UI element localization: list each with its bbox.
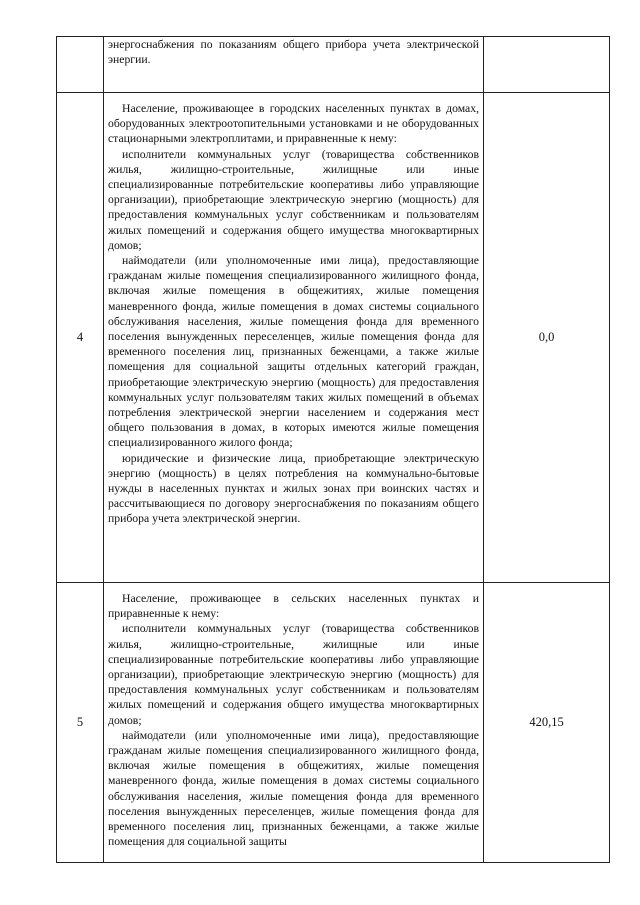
consumer-group-description <box>104 583 484 863</box>
row-number: 5 <box>57 583 104 863</box>
tariff-value <box>484 37 610 93</box>
paragraph: исполнители коммунальных услуг (товарищества собственников жилья, жилищно-строительные, жилищные или иные специализированные потребительские кооперативы либо управляющие организации), приобретающие электрическую энергию (мощность) для предоставления коммунальных услуг собственникам и пользователям жилых помещений и содержания общего имущества многоквартирных домов; <box>108 147 479 252</box>
consumer-group-description <box>104 37 484 93</box>
tariff-value: 0,0 <box>484 93 610 583</box>
row-number: 4 <box>57 93 104 583</box>
table-row <box>57 37 610 93</box>
consumer-group-description <box>104 93 484 583</box>
row-number <box>57 37 104 93</box>
paragraph: юридические и физические лица, приобретающие электрическую энергию (мощность) в целях потребления на коммунально-бытовые нужды в населенных пунктах и жилых зонах при воинских частях и рассчитывающиеся по договору энергоснабжения по показаниям общего прибора учета электрической энергии. <box>108 451 479 526</box>
paragraph: исполнители коммунальных услуг (товарищества собственников жилья, жилищно-строительные, жилищные или иные специализированные потребительские кооперативы либо управляющие организации), приобретающие электрическую энергию (мощность) для предоставления коммунальных услуг собственникам и пользователям жилых помещений и содержания общего имущества многоквартирных домов; <box>108 622 479 727</box>
tariff-value: 420,15 <box>484 583 610 863</box>
tariff-table <box>56 36 610 863</box>
paragraph: Население, проживающее в сельских населенных пунктах и приравненные к нему: <box>108 592 479 621</box>
table-row <box>57 583 610 863</box>
table-row <box>57 93 610 583</box>
paragraph: наймодатели (или уполномоченные ими лица), предоставляющие гражданам жилые помещения специализированного жилищного фонда, включая жилые помещения в общежитиях, жилые помещения маневренного фонда, жилые помещения в домах системы социального обслуживания населения, жилые помещения фонда для временного поселения вынужденных переселенцев, жилые помещения фонда для временного поселения лиц, признанных беженцами, а также жилые помещения для социальной защиты отдельных категорий граждан, приобретающие электрическую энергию (мощность) для предоставления коммунальных услуг пользователям таких жилых помещений в объемах потребления электрической энергии населением и содержания мест общего пользования в домах, в которых имеются жилые помещения специализированного жилого фонда; <box>108 254 479 450</box>
paragraph: Население, проживающее в городских населенных пунктах в домах, оборудованных электроотопительными установками и не оборудованных стационарными электроплитами, и приравненные к нему: <box>108 102 479 146</box>
paragraph: наймодатели (или уполномоченные ими лица), предоставляющие гражданам жилые помещения специализированного жилищного фонда, включая жилые помещения в общежитиях, жилые помещения маневренного фонда, жилые помещения в домах системы социального обслуживания населения, жилые помещения фонда для временного поселения вынужденных переселенцев, жилые помещения фонда для временного поселения лиц, признанных беженцами, а также жилые помещения для социальной защиты <box>108 728 479 849</box>
paragraph: энергоснабжения по показаниям общего прибора учета электрической энергии. <box>108 38 479 67</box>
